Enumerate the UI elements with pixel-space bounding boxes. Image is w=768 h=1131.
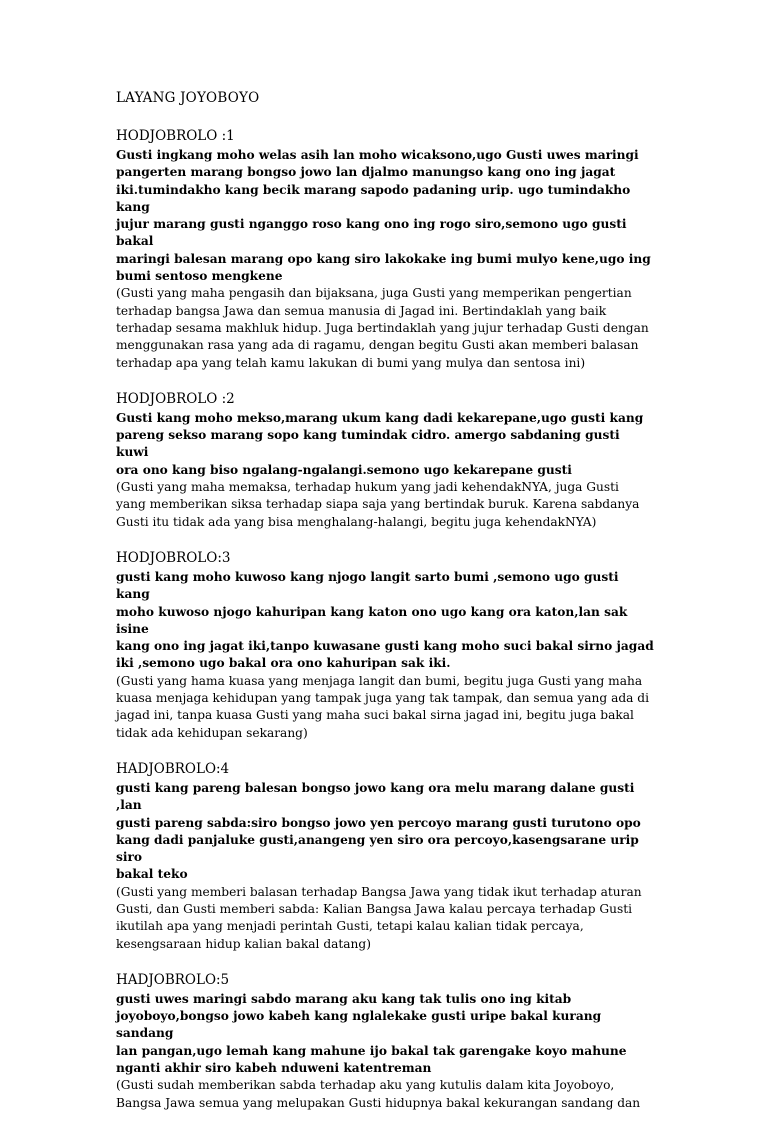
section-heading: HODJOBROLO :1 — [116, 128, 235, 144]
section-2 — [116, 391, 656, 531]
document-page — [116, 84, 656, 1131]
section-4 — [116, 761, 656, 953]
section-1 — [116, 128, 656, 372]
javanese-text: Gusti kang moho mekso,marang ukum kang dadi kekarepane,ugo gusti kang pareng sekso marang sopo kang tumindak cidro. amergo sabdaning gusti kuwi ora ono kang biso ngalang-ngalangi.semono ugo kekarepane gusti — [116, 410, 644, 477]
section-heading: HODJOBROLO :2 — [116, 390, 235, 407]
javanese-text: gusti kang moho kuwoso kang njogo langit sarto bumi ,semono ugo gusti kang moho kuwoso njogo kahuripan kang katon ono ugo kang ora katon,lan sak isine kang ono ing jagat iki,tanpo kuwasane gusti kang moho suci bakal sirno jagad iki ,semono ugo bakal ora ono kahuripan sak iki. — [116, 569, 654, 671]
section-heading: HODJOBROLO:3 — [116, 549, 231, 566]
indonesian-translation: (Gusti yang maha memaksa, terhadap hukum yang jadi kehendakNYA, juga Gusti yang memberikan siksa terhadap siapa saja yang bertindak buruk. Karena sabdanya Gusti itu tidak ada yang bisa menghalang-halangi, begitu juga kehendakNYA) — [116, 480, 640, 529]
section-heading: HADJOBROLO:5 — [116, 971, 230, 988]
javanese-text: gusti kang pareng balesan bongso jowo kang ora melu marang dalane gusti ,lan gusti pareng sabda:siro bongso jowo yen percoyo marang gusti turutono opo kang dadi panjaluke gusti,anangeng yen siro ora percoyo,kasengsarane urip siro bakal teko — [116, 780, 641, 882]
section-3 — [116, 550, 656, 742]
javanese-text: gusti uwes maringi sabdo marang aku kang tak tulis ono ing kitab joyoboyo,bongso jowo kabeh kang nglalekake gusti uripe bakal kurang sandang lan pangan,ugo lemah kang mahune ijo bakal tak garengake koyo mahune nganti akhir siro kabeh nduweni katentreman — [116, 991, 627, 1076]
section-5 — [116, 972, 656, 1112]
section-heading: HADJOBROLO:4 — [116, 760, 230, 777]
javanese-text: Gusti ingkang moho welas asih lan moho wicaksono,ugo Gusti uwes maringi pangerten marang bongso jowo lan djalmo manungso kang ono ing jagat iki.tumindakho kang becik marang sapodo padaning urip. ugo tumindakho kang jujur marang gusti nganggo roso kang ono ing rogo siro,semono ugo gusti bakal maringi balesan marang opo kang siro lakokake ing bumi mulyo kene,ugo ing bumi sentoso mengkene — [116, 148, 651, 284]
indonesian-translation: (Gusti sudah memberikan sabda terhadap aku yang kutulis dalam kita Joyoboyo, Bangsa Jawa semua yang melupakan Gusti hidupnya bakal kekurangan sandang dan — [116, 1078, 641, 1110]
indonesian-translation: (Gusti yang maha pengasih dan bijaksana, juga Gusti yang memperikan pengertian terhadap bangsa Jawa dan semua manusia di Jagad ini. Bertindaklah yang baik terhadap sesama makhluk hidup. Juga bertindaklah yang jujur terhadap Gusti dengan menggunakan rasa yang ada di ragamu, dengan begitu Gusti akan memberi balasan terhadap apa yang telah kamu lakukan di bumi yang mulya dan sentosa ini) — [116, 286, 649, 370]
indonesian-translation: (Gusti yang memberi balasan terhadap Bangsa Jawa yang tidak ikut terhadap aturan Gusti, dan Gusti memberi sabda: Kalian Bangsa Jawa kalau percaya terhadap Gusti ikutilah apa yang menjadi perintah Gusti, tetapi kalau kalian tidak percaya, kesengsaraan hidup kalian bakal datang) — [116, 884, 642, 951]
indonesian-translation: (Gusti yang hama kuasa yang menjaga langit dan bumi, begitu juga Gusti yang maha kuasa menjaga kehidupan yang tampak juga yang tak tampak, dan semua yang ada di jagad ini, tanpa kuasa Gusti yang maha suci bakal sirna jagad ini, begitu juga bakal tidak ada kehidupan sekarang) — [116, 673, 649, 740]
document-title: LAYANG JOYOBOYO — [116, 90, 260, 106]
